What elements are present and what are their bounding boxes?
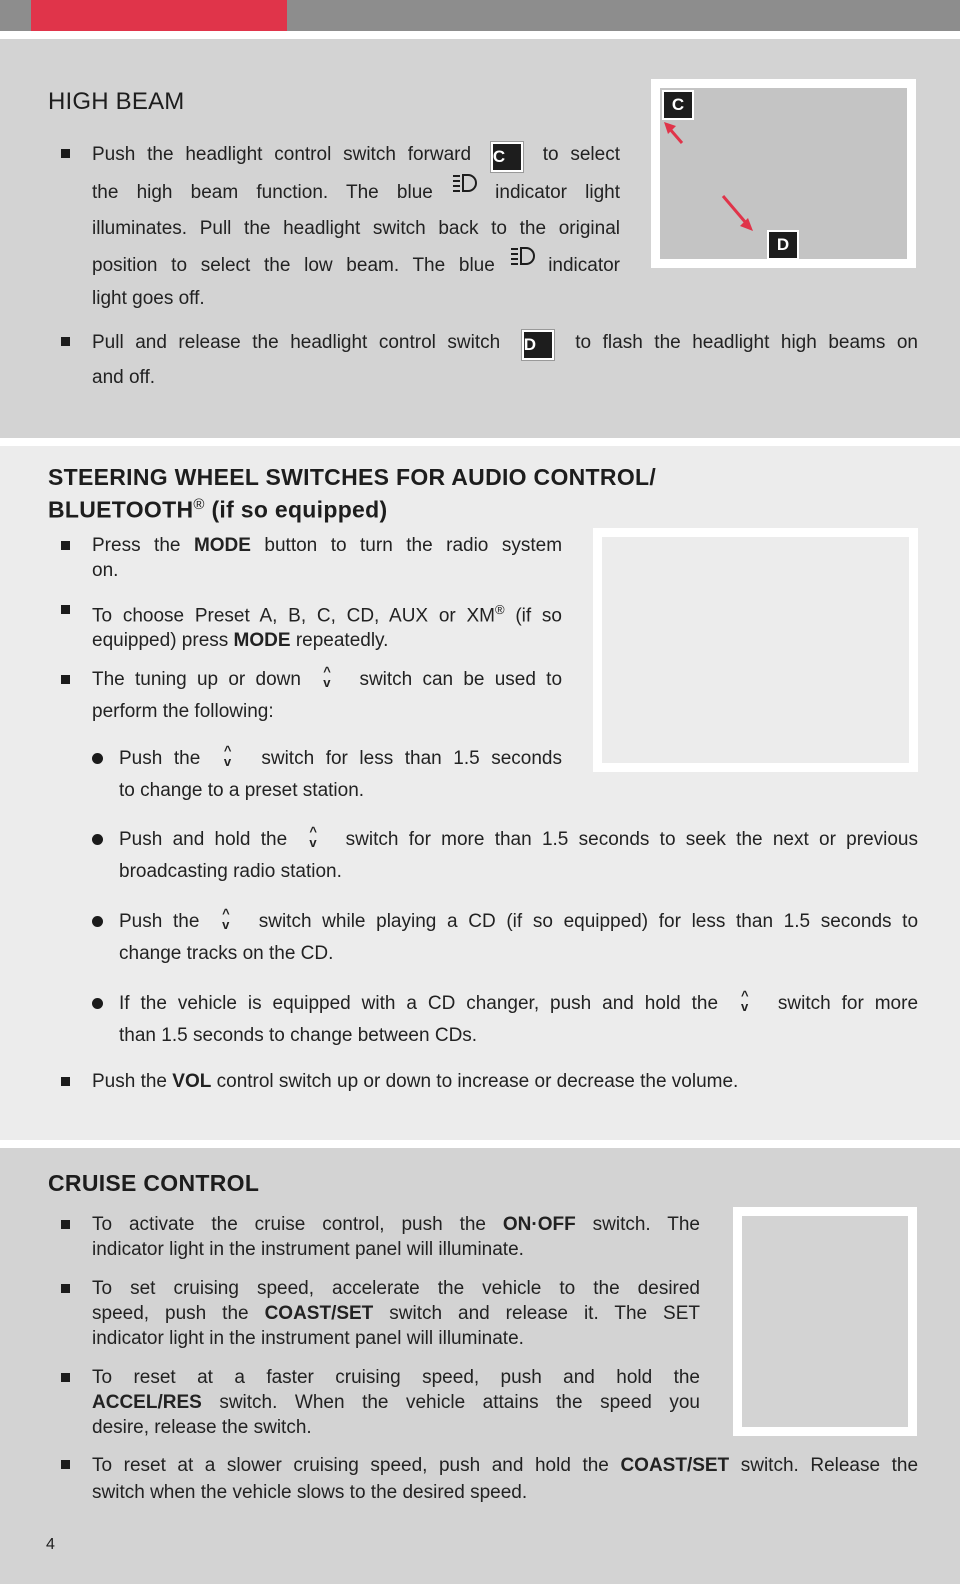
steering-bullet-3: The tuning up or down ^ v switch can be used to perform the following: — [92, 666, 562, 730]
tuning-switch-icon: ^ v — [323, 664, 331, 690]
steering-bullet-2: To choose Preset A, B, C, CD, AUX or XM® (if so equipped) press MODE repeatedly. — [92, 597, 562, 653]
steering-bullet-1: Press the MODE button to turn the radio system on. — [92, 533, 562, 583]
bullet-square — [61, 1460, 70, 1469]
header-accent — [31, 0, 287, 31]
cruise-bullet-3: To reset at a faster cruising speed, push and hold the ACCEL/RES switch. When the vehicle attains the speed you desire, release the switch. — [92, 1365, 700, 1440]
bullet-square — [61, 149, 70, 158]
high-beam-bullet-1: Push the headlight control switch forward C to select the high beam function. The blue indicator light illuminates. Pull the headlight switch back to the original position to select the low beam. The blue indicator light goes off. — [92, 140, 620, 316]
steering-wheel-switches-image — [593, 528, 918, 772]
tuning-switch-icon: ^ v — [223, 743, 232, 769]
bullet-dot — [92, 916, 103, 927]
bullet-square — [61, 675, 70, 684]
bullet-square — [61, 605, 70, 614]
steering-subbullet-1: Push the ^ v switch for less than 1.5 seconds to change to a preset station. — [119, 745, 562, 809]
cruise-control-image — [733, 1207, 917, 1436]
steering-bullet-4: Push the VOL control switch up or down to increase or decrease the volume. — [92, 1069, 918, 1094]
tuning-switch-icon: ^ v — [740, 988, 749, 1014]
page-number: 4 — [46, 1536, 55, 1553]
high-beam-bullet-2: Pull and release the headlight control switch D to flash the headlight high beams on and off. — [92, 327, 918, 396]
tuning-switch-icon: ^ v — [309, 824, 317, 850]
bullet-dot — [92, 998, 103, 1009]
steering-subbullet-2: Push and hold the ^ v switch for more than 1.5 seconds to seek the next or previous broadcasting radio station. — [119, 826, 918, 890]
bullet-square — [61, 1284, 70, 1293]
callout-c-label: C — [662, 90, 694, 120]
steering-subbullet-3: Push the ^ v switch while playing a CD (if so equipped) for less than 1.5 seconds to change tracks on the CD. — [119, 908, 918, 972]
cruise-bullet-2: To set cruising speed, accelerate the vehicle to the desired speed, push the COAST/SET switch and release it. The SET indicator light in the instrument panel will illuminate. — [92, 1276, 700, 1351]
cruise-control-title: CRUISE CONTROL — [48, 1170, 260, 1196]
tuning-switch-icon: ^ v — [222, 906, 230, 932]
steering-subbullet-4: If the vehicle is equipped with a CD changer, push and hold the ^ v switch for more than 1.5 seconds to change between CDs. — [119, 990, 918, 1054]
high-beam-title: HIGH BEAM — [48, 88, 185, 115]
label-c-icon: C — [491, 142, 523, 172]
bullet-square — [61, 337, 70, 346]
cruise-bullet-4: To reset at a slower cruising speed, push and hold the COAST/SET switch. Release the switch when the vehicle slows to the desired speed. — [92, 1452, 918, 1506]
callout-d-label: D — [767, 230, 799, 260]
bullet-square — [61, 1373, 70, 1382]
bullet-dot — [92, 834, 103, 845]
steering-switches-title: STEERING WHEEL SWITCHES FOR AUDIO CONTROL/ BLUETOOTH® (if so equipped) — [48, 464, 657, 523]
label-d-icon: D — [522, 330, 554, 360]
bullet-square — [61, 1077, 70, 1086]
high-beam-indicator-icon — [509, 245, 535, 267]
headlight-switch-image — [651, 79, 916, 268]
high-beam-indicator-icon — [451, 172, 477, 194]
bullet-square — [61, 1220, 70, 1229]
bullet-dot — [92, 753, 103, 764]
bullet-square — [61, 541, 70, 550]
cruise-bullet-1: To activate the cruise control, push the ON·OFF switch. The indicator light in the instrument panel will illuminate. — [92, 1212, 700, 1262]
